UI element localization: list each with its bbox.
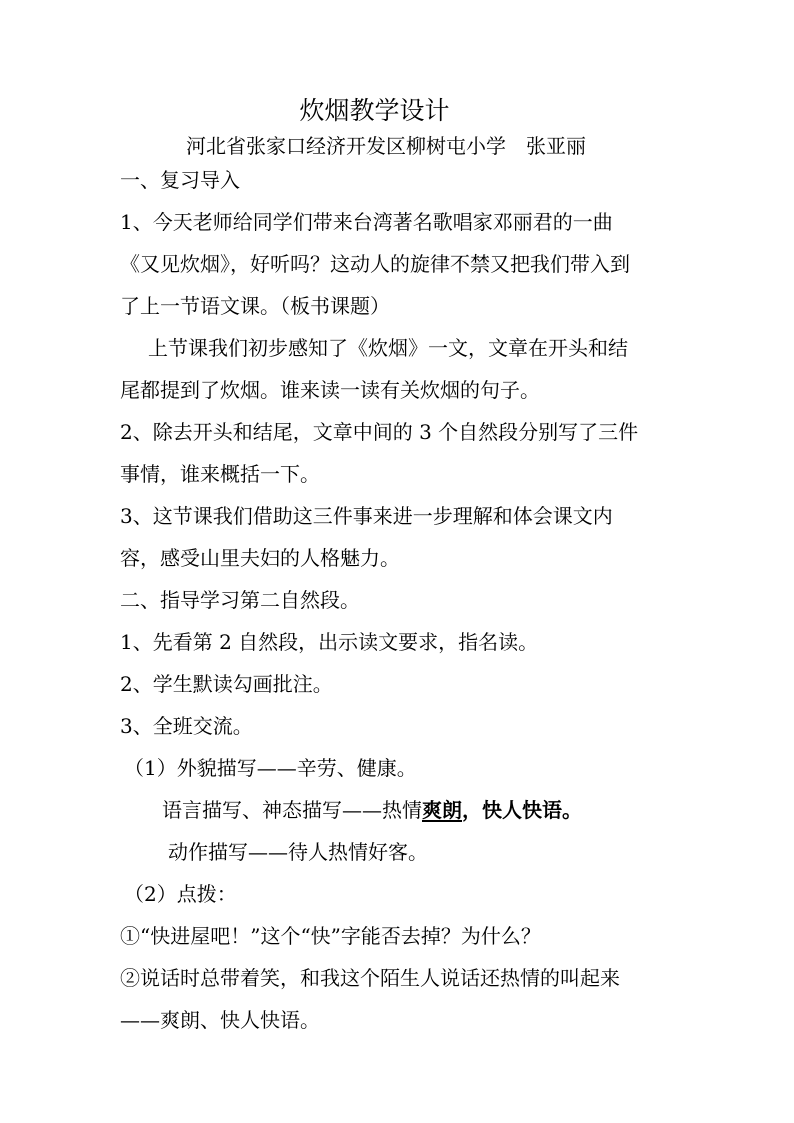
paragraph-line: 《又见炊烟》，好听吗？这动人的旋律不禁又把我们带入到 xyxy=(120,252,630,276)
list-item: 2、学生默读勾画批注。 xyxy=(120,672,333,696)
emphasis-bold: ，快人快语。 xyxy=(462,798,582,822)
list-item: 3、全班交流。 xyxy=(120,714,253,738)
sub-item-detail: 动作描写——待人热情好客。 xyxy=(168,840,428,864)
paragraph-line: 事情，谁来概括一下。 xyxy=(120,462,320,486)
paragraph-line: 3、这节课我们借助这三件事来进一步理解和体会课文内 xyxy=(120,504,613,528)
section-heading-guided-study: 二、指导学习第二自然段。 xyxy=(120,588,360,612)
sub-item: （2）点拨： xyxy=(124,882,237,906)
paragraph-line: 尾都提到了炊烟。谁来读一读有关炊烟的句子。 xyxy=(120,378,540,402)
paragraph-line: 2、除去开头和结尾，文章中间的 3 个自然段分别写了三件 xyxy=(120,420,639,444)
emphasis-underlined: 爽朗 xyxy=(422,798,462,822)
paragraph-line: 容，感受山里夫妇的人格魅力。 xyxy=(120,546,400,570)
detail-prefix: 语言描写、神态描写——热情 xyxy=(162,798,422,822)
sub-item: （1）外貌描写——辛劳、健康。 xyxy=(124,756,417,780)
author-byline: 河北省张家口经济开发区柳树屯小学 张亚丽 xyxy=(186,134,586,158)
paragraph-line: 了上一节语文课。（板书课题） xyxy=(120,294,390,318)
section-heading-review: 一、复习导入 xyxy=(120,168,240,192)
list-item: 1、先看第 2 自然段，出示读文要求，指名读。 xyxy=(120,630,539,654)
question-item: ①“快进屋吧！”这个“快”字能否去掉？为什么？ xyxy=(120,924,541,948)
question-item: ②说话时总带着笑，和我这个陌生人说话还热情的叫起来 xyxy=(120,966,620,990)
question-item-continuation: ——爽朗、快人快语。 xyxy=(120,1008,320,1032)
sub-item-detail xyxy=(162,798,582,822)
paragraph-line: 上节课我们初步感知了《炊烟》一文，文章在开头和结 xyxy=(148,336,628,360)
paragraph-line: 1、今天老师给同学们带来台湾著名歌唱家邓丽君的一曲 xyxy=(120,210,613,234)
document-title: 炊烟教学设计 xyxy=(299,96,450,125)
